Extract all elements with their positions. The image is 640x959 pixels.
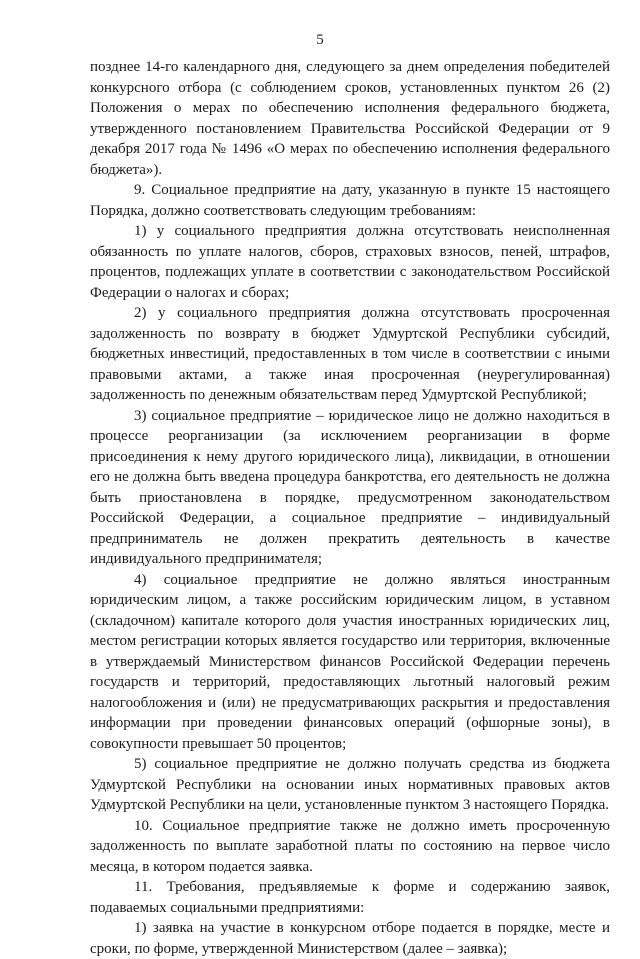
paragraph-subitem-1: 1) у социального предприятия должна отсутствовать неисполненная обязанность по уплате налогов, сборов, страховых взносов, пеней, штрафов, процентов, подлежащих уплате в соответствии с законодательством Российской Федерации о налогах и сборах; (90, 223, 610, 301)
paragraph-item-9: 9. Социальное предприятие на дату, указанную в пункте 15 настоящего Порядка, должно соответствовать следующим требованиям: (90, 182, 610, 219)
paragraph-subitem-5: 5) социальное предприятие не должно получать средства из бюджета Удмуртской Республики на основании иных нормативных правовых актов Удмуртской Республики на цели, установленные пунктом 3 настоящего Порядка. (90, 756, 610, 813)
paragraph-item-11: 11. Требования, предъявляемые к форме и содержанию заявок, подаваемых социальными предприятиями: (90, 879, 610, 916)
paragraph-item-10: 10. Социальное предприятие также не должно иметь просроченную задолженность по выплате заработной платы по состоянию на первое число месяца, в котором подается заявка. (90, 817, 610, 875)
paragraph-subitem-3: 3) социальное предприятие – юридическое лицо не должно находиться в процессе реорганизации (за исключением реорганизации в форме присоединения к нему другого юридического лица), ликвидации, в отношении его не должна быть введена процедура банкротства, его деятельность не должна быть приостановлена в порядке, предусмотренном законодательством Российской Федерации, а социальное предприятие – индивидуальный предприниматель не должен прекратить деятельность в качестве индивидуального предпринимателя; (90, 407, 610, 567)
paragraph-subitem-4: 4) социальное предприятие не должно являться иностранным юридическим лицом, а также российским юридическим лицом, в уставном (складочном) капитале которого доля участия иностранных юридических лиц, местом регистрации которых является государство или территория, включенные в утверждаемый Министерством финансов Российской Федерации перечень государств и территорий, предоставляющих льготный налоговый режим налогообложения и (или) не предусматривающих раскрытия и предоставления информации при проведении финансовых операций (офшорные зоны), в совокупности превышает 50 процентов; (90, 571, 610, 752)
document-body (90, 57, 610, 959)
paragraph-continuation: позднее 14-го календарного дня, следующего за днем определения победителей конкурсного отбора (с соблюдением сроков, установленных пунктом 26 (2) Положения о мерах по обеспечению исполнения федерального бюджета, утвержденного постановлением Правительства Российской Федерации от 9 декабря 2017 года № 1496 «О мерах по обеспечению исполнения федерального бюджета»). (90, 59, 610, 178)
page-number: 5 (316, 32, 324, 48)
paragraph-subitem-2: 2) у социального предприятия должна отсутствовать просроченная задолженность по возврату в бюджет Удмуртской Республики субсидий, бюджетных инвестиций, предоставленных в том числе в соответствии с иными правовыми актами, а также иная просроченная (неурегулированная) задолженность по денежным обязательствам перед Удмуртской Республикой; (90, 305, 610, 403)
paragraph-item-11-subitem-1: 1) заявка на участие в конкурсном отборе подается в порядке, месте и сроки, по форме, утвержденной Министерством (далее – заявка); (90, 920, 610, 957)
